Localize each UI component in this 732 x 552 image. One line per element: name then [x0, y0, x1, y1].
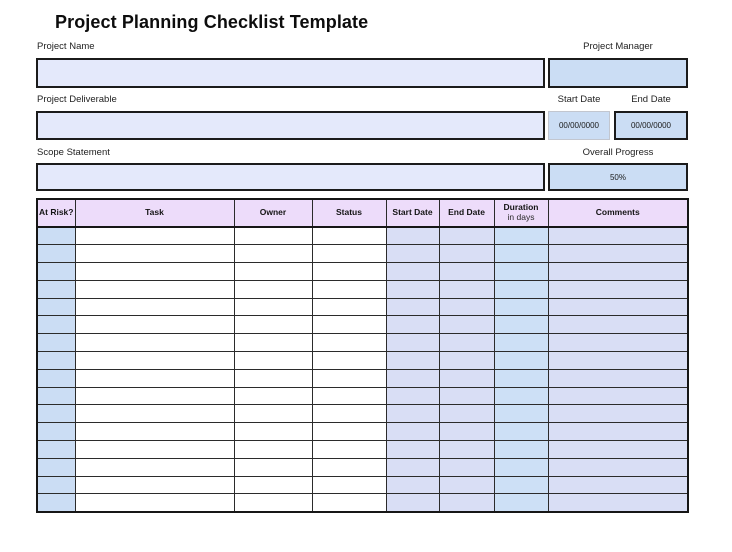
cell-task[interactable] [75, 405, 234, 423]
cell-owner[interactable] [234, 494, 312, 512]
cell-status[interactable] [312, 298, 386, 316]
table-row [37, 494, 688, 512]
cell-task[interactable] [75, 423, 234, 441]
cell-start_date[interactable] [386, 263, 439, 281]
column-header-label: Task [145, 207, 164, 218]
cell-duration[interactable] [494, 227, 548, 245]
project-manager-input[interactable] [548, 58, 688, 88]
table-row [37, 334, 688, 352]
cell-at_risk[interactable] [37, 227, 75, 245]
cell-task[interactable] [75, 298, 234, 316]
cell-status[interactable] [312, 476, 386, 494]
cell-start_date[interactable] [386, 352, 439, 370]
cell-start_date[interactable] [386, 334, 439, 352]
checklist-table-body [37, 227, 688, 512]
cell-start_date[interactable] [386, 494, 439, 512]
cell-owner[interactable] [234, 298, 312, 316]
cell-duration[interactable] [494, 334, 548, 352]
column-header-task [75, 199, 234, 227]
column-header-start_date [386, 199, 439, 227]
cell-at_risk[interactable] [37, 423, 75, 441]
cell-task[interactable] [75, 369, 234, 387]
cell-comments[interactable] [548, 263, 688, 281]
table-row [37, 245, 688, 263]
cell-end_date[interactable] [439, 298, 494, 316]
cell-comments[interactable] [548, 423, 688, 441]
cell-start_date[interactable] [386, 280, 439, 298]
column-header-label: Duration [503, 202, 539, 213]
cell-comments[interactable] [548, 441, 688, 459]
cell-comments[interactable] [548, 494, 688, 512]
cell-end_date[interactable] [439, 316, 494, 334]
cell-task[interactable] [75, 476, 234, 494]
cell-status[interactable] [312, 405, 386, 423]
cell-owner[interactable] [234, 280, 312, 298]
cell-duration[interactable] [494, 423, 548, 441]
cell-comments[interactable] [548, 334, 688, 352]
cell-task[interactable] [75, 334, 234, 352]
cell-at_risk[interactable] [37, 280, 75, 298]
cell-task[interactable] [75, 387, 234, 405]
cell-comments[interactable] [548, 352, 688, 370]
cell-duration[interactable] [494, 369, 548, 387]
cell-owner[interactable] [234, 476, 312, 494]
cell-at_risk[interactable] [37, 245, 75, 263]
cell-duration[interactable] [494, 494, 548, 512]
checklist-table-header [37, 199, 688, 227]
cell-duration[interactable] [494, 458, 548, 476]
cell-task[interactable] [75, 263, 234, 281]
cell-comments[interactable] [548, 227, 688, 245]
cell-task[interactable] [75, 245, 234, 263]
project-name-label: Project Name [37, 41, 95, 52]
cell-start_date[interactable] [386, 387, 439, 405]
overall-progress-label: Overall Progress [582, 147, 654, 158]
cell-comments[interactable] [548, 369, 688, 387]
table-row [37, 441, 688, 459]
cell-end_date[interactable] [439, 458, 494, 476]
table-row [37, 280, 688, 298]
cell-status[interactable] [312, 245, 386, 263]
cell-comments[interactable] [548, 298, 688, 316]
cell-at_risk[interactable] [37, 369, 75, 387]
cell-duration[interactable] [494, 405, 548, 423]
cell-start_date[interactable] [386, 441, 439, 459]
table-row [37, 423, 688, 441]
cell-comments[interactable] [548, 245, 688, 263]
start-date-input[interactable]: 00/00/0000 [548, 111, 610, 140]
cell-task[interactable] [75, 280, 234, 298]
cell-task[interactable] [75, 494, 234, 512]
cell-owner[interactable] [234, 352, 312, 370]
table-row [37, 227, 688, 245]
column-header-owner [234, 199, 312, 227]
cell-status[interactable] [312, 369, 386, 387]
cell-at_risk[interactable] [37, 458, 75, 476]
table-row [37, 352, 688, 370]
column-header-label: End Date [448, 207, 485, 218]
cell-start_date[interactable] [386, 227, 439, 245]
table-row [37, 263, 688, 281]
cell-duration[interactable] [494, 441, 548, 459]
cell-comments[interactable] [548, 405, 688, 423]
cell-task[interactable] [75, 458, 234, 476]
cell-owner[interactable] [234, 387, 312, 405]
column-header-label: Comments [595, 207, 640, 218]
cell-comments[interactable] [548, 387, 688, 405]
column-header-comments [548, 199, 688, 227]
cell-comments[interactable] [548, 280, 688, 298]
cell-owner[interactable] [234, 405, 312, 423]
end-date-input[interactable]: 00/00/0000 [614, 111, 688, 140]
project-deliverable-label: Project Deliverable [37, 94, 117, 105]
cell-duration[interactable] [494, 280, 548, 298]
cell-comments[interactable] [548, 316, 688, 334]
cell-task[interactable] [75, 352, 234, 370]
cell-start_date[interactable] [386, 316, 439, 334]
cell-end_date[interactable] [439, 476, 494, 494]
cell-end_date[interactable] [439, 441, 494, 459]
cell-status[interactable] [312, 263, 386, 281]
cell-start_date[interactable] [386, 369, 439, 387]
column-header-status [312, 199, 386, 227]
cell-end_date[interactable] [439, 280, 494, 298]
cell-status[interactable] [312, 352, 386, 370]
cell-task[interactable] [75, 316, 234, 334]
scope-statement-input[interactable] [36, 163, 545, 191]
cell-duration[interactable] [494, 316, 548, 334]
cell-owner[interactable] [234, 263, 312, 281]
column-header-at_risk [37, 199, 75, 227]
table-row [37, 387, 688, 405]
cell-end_date[interactable] [439, 334, 494, 352]
cell-owner[interactable] [234, 316, 312, 334]
cell-end_date[interactable] [439, 352, 494, 370]
table-row [37, 316, 688, 334]
project-manager-label: Project Manager [583, 41, 653, 52]
cell-duration[interactable] [494, 387, 548, 405]
table-row [37, 369, 688, 387]
cell-end_date[interactable] [439, 387, 494, 405]
cell-duration[interactable] [494, 476, 548, 494]
header-row [37, 199, 688, 227]
cell-owner[interactable] [234, 227, 312, 245]
page-title: Project Planning Checklist Template [55, 12, 369, 32]
cell-start_date[interactable] [386, 476, 439, 494]
cell-comments[interactable] [548, 476, 688, 494]
cell-owner[interactable] [234, 441, 312, 459]
project-name-input[interactable] [36, 58, 545, 88]
cell-at_risk[interactable] [37, 352, 75, 370]
cell-status[interactable] [312, 280, 386, 298]
cell-owner[interactable] [234, 245, 312, 263]
cell-at_risk[interactable] [37, 494, 75, 512]
scope-statement-label: Scope Statement [37, 147, 110, 158]
column-header-duration [494, 199, 548, 227]
cell-at_risk[interactable] [37, 405, 75, 423]
cell-end_date[interactable] [439, 227, 494, 245]
cell-owner[interactable] [234, 334, 312, 352]
cell-start_date[interactable] [386, 405, 439, 423]
cell-status[interactable] [312, 334, 386, 352]
cell-end_date[interactable] [439, 263, 494, 281]
cell-status[interactable] [312, 387, 386, 405]
column-header-end_date [439, 199, 494, 227]
cell-at_risk[interactable] [37, 316, 75, 334]
cell-owner[interactable] [234, 369, 312, 387]
cell-owner[interactable] [234, 423, 312, 441]
table-row [37, 476, 688, 494]
cell-duration[interactable] [494, 245, 548, 263]
project-deliverable-input[interactable] [36, 111, 545, 140]
cell-at_risk[interactable] [37, 263, 75, 281]
checklist-table [36, 198, 689, 513]
column-header-label: At Risk? [39, 207, 74, 218]
cell-start_date[interactable] [386, 458, 439, 476]
table-row [37, 298, 688, 316]
cell-status[interactable] [312, 494, 386, 512]
start-date-label: Start Date [557, 94, 601, 105]
cell-at_risk[interactable] [37, 441, 75, 459]
cell-task[interactable] [75, 227, 234, 245]
cell-end_date[interactable] [439, 369, 494, 387]
table-row [37, 458, 688, 476]
cell-comments[interactable] [548, 458, 688, 476]
cell-duration[interactable] [494, 298, 548, 316]
cell-duration[interactable] [494, 352, 548, 370]
cell-start_date[interactable] [386, 298, 439, 316]
cell-end_date[interactable] [439, 494, 494, 512]
cell-end_date[interactable] [439, 405, 494, 423]
column-header-label: Status [336, 207, 362, 218]
cell-at_risk[interactable] [37, 298, 75, 316]
cell-start_date[interactable] [386, 245, 439, 263]
cell-status[interactable] [312, 316, 386, 334]
end-date-label: End Date [631, 94, 671, 105]
column-header-sublabel: in days [507, 212, 535, 223]
overall-progress-value[interactable]: 50% [548, 163, 688, 191]
column-header-label: Owner [259, 207, 287, 218]
cell-end_date[interactable] [439, 423, 494, 441]
cell-end_date[interactable] [439, 245, 494, 263]
cell-status[interactable] [312, 423, 386, 441]
cell-at_risk[interactable] [37, 334, 75, 352]
table-row [37, 405, 688, 423]
cell-status[interactable] [312, 458, 386, 476]
cell-start_date[interactable] [386, 423, 439, 441]
column-header-label: Start Date [392, 207, 433, 218]
cell-duration[interactable] [494, 263, 548, 281]
cell-status[interactable] [312, 441, 386, 459]
cell-at_risk[interactable] [37, 476, 75, 494]
cell-at_risk[interactable] [37, 387, 75, 405]
cell-owner[interactable] [234, 458, 312, 476]
cell-task[interactable] [75, 441, 234, 459]
cell-status[interactable] [312, 227, 386, 245]
